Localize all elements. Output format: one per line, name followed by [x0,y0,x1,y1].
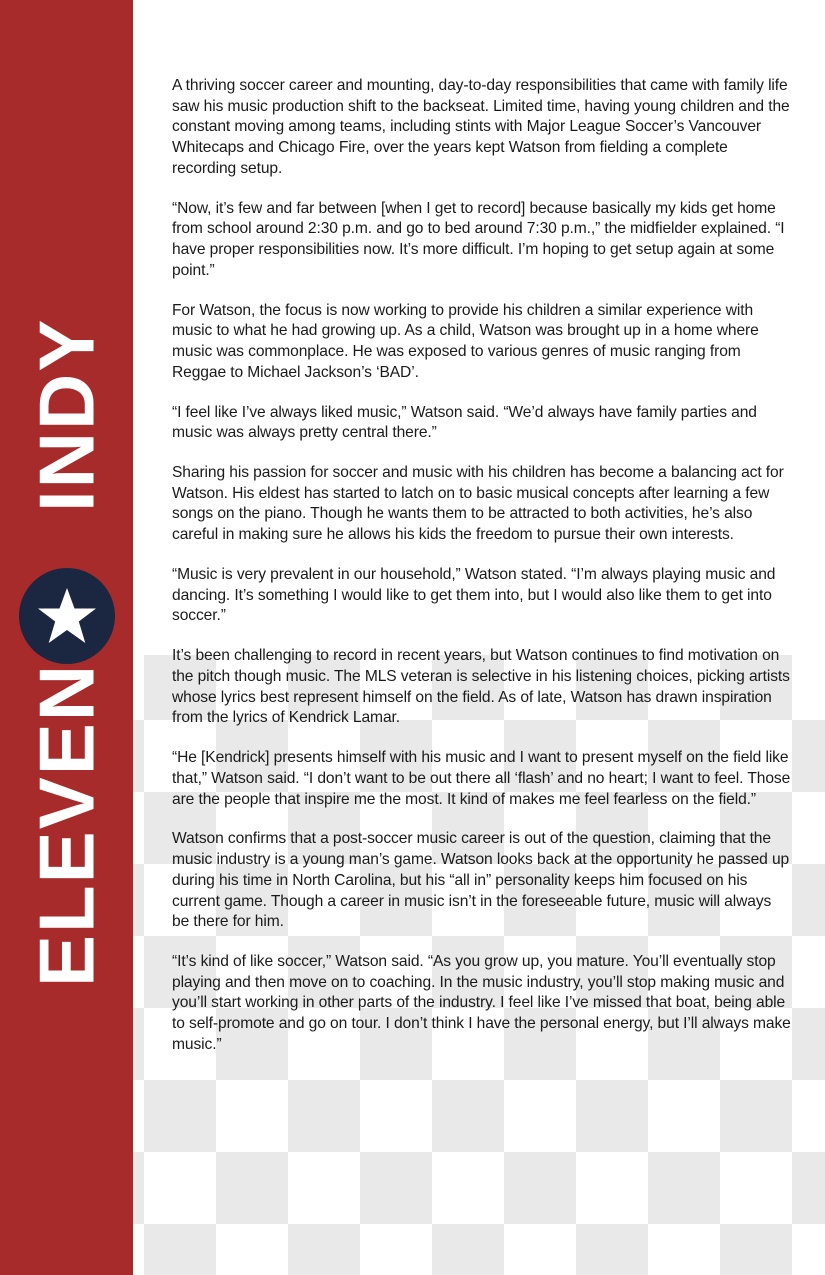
article-paragraph: Watson confirms that a post-soccer music career is out of the question, claiming that the music industry is a young man’s game. Watson looks back at the opportunity he passed up during his time in North Carolina, but his “all in” personality keeps him focused on his current game. Though a career in music isn’t in the foreseeable future, music will always be there for him. [172,830,790,931]
article-paragraph: A thriving soccer career and mounting, day-to-day responsibilities that came with family life saw his music production shift to the backseat. Limited time, having young children and the constant moving among teams, including stints with Major League Soccer’s Vancouver Whitecaps and Chicago Fire, over the years kept Watson from fielding a complete recording setup. [172,77,790,177]
article-paragraph: “It’s kind of like soccer,” Watson said. “As you grow up, you mature. You’ll eventually stop playing and then move on to coaching. In the music industry, you’ll stop making music and you’ll start working in other parts of the industry. I feel like I’ve missed that boat, being able to self-promote and go on tour. I don’t think I have the personal energy, but I’ll always make music.” [172,952,791,1053]
star-icon [36,586,98,646]
wordmark-indy: INDY [22,317,111,513]
article-body [172,76,792,1056]
article-paragraph: “Music is very prevalent in our household,” Watson stated. “I’m always playing music and dancing. It’s something I would like to get them into, but I would also like them to get into soccer.” [172,565,776,625]
article-paragraph: It’s been challenging to record in recent years, but Watson continues to find motivation on the pitch though music. The MLS veteran is selective in his listening choices, picking artists whose lyrics best represent himself on the field. As of late, Watson has drawn inspiration from the lyrics of Kendrick Lamar. [172,647,790,727]
article-paragraph: “I feel like I’ve always liked music,” Watson said. “We’d always have family parties and music was always pretty central there.” [172,403,757,442]
article-paragraph: “He [Kendrick] presents himself with his music and I want to present myself on the field like that,” Watson said. “I don’t want to be out there all ‘flash’ and no heart; I want to feel. Those are the people that inspire me the most. It kind of makes me feel fearless on the field.” [172,749,791,808]
wordmark-eleven: ELEVEN [22,662,111,988]
star-badge [19,568,115,664]
article-paragraph: “Now, it’s few and far between [when I get to record] because basically my kids get home from school around 2:30 p.m. and go to bed around 7:30 p.m.,” the midfielder explained. “I have proper responsibilities now. It’s more difficult. I’m hoping to get setup again at some point.” [172,199,785,279]
article-paragraph: Sharing his passion for soccer and music with his children has become a balancing act for Watson. His eldest has started to latch on to basic musical concepts after learning a few songs on the piano. Though he wants them to be attracted to both activities, he’s also careful in making sure he allows his kids the freedom to pursue their own interests. [172,464,784,544]
article-paragraph: For Watson, the focus is now working to provide his children a similar experience with music to what he had growing up. As a child, Watson was brought up in a home where music was commonplace. He was exposed to various genres of music ranging from Reggae to Michael Jackson’s ‘BAD’. [172,301,759,381]
